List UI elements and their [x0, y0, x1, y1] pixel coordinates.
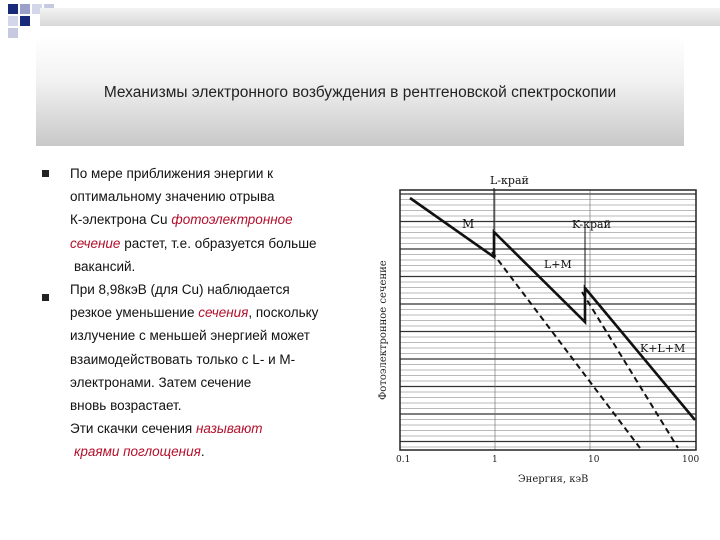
tick-label-1: 1	[492, 455, 498, 465]
highlight-term: называют	[195, 421, 263, 437]
text-plain: растет, т.е. образуется больше	[120, 235, 317, 251]
x-axis-label: Энергия, кэВ	[518, 474, 589, 485]
text-plain: .	[200, 444, 205, 460]
top-strip	[40, 8, 720, 26]
title-band	[36, 36, 684, 146]
dashed-curve-lm	[492, 252, 640, 448]
text-line-11: вновь возрастает.	[70, 397, 182, 413]
label-klm: K+L+M	[640, 342, 686, 355]
text-line-2: оптимальному значению отрыва	[70, 189, 275, 205]
slide-title: Механизмы электронного возбуждения в рентгеновской спектроскопии	[103, 84, 617, 101]
body-text	[70, 162, 380, 463]
text-line-12	[70, 417, 380, 440]
text-line-3	[70, 208, 380, 231]
text-plain: К-электрона Cu	[70, 212, 172, 228]
text-line-5: вакансий.	[74, 258, 136, 274]
bullet-2	[42, 294, 49, 301]
text-line-1: По мере приближения энергии к	[70, 166, 274, 181]
text-plain: резкое уменьшение	[70, 305, 199, 321]
highlight-term: краями поглощения	[74, 444, 201, 460]
label-l-edge: L-край	[490, 174, 529, 187]
text-line-9: взаимодействовать только с L- и M-	[70, 351, 296, 367]
tick-label-100: 100	[682, 455, 700, 465]
text-line-8: излучение с меньшей энергией может	[70, 328, 310, 344]
tick-label-0-1: 0.1	[396, 455, 411, 465]
absorption-edge-figure	[370, 170, 710, 500]
text-plain: Эти скачки сечения	[70, 421, 196, 437]
label-k-edge: K-край	[572, 218, 611, 231]
text-plain: , поскольку	[248, 305, 319, 321]
grid-lines	[400, 190, 696, 450]
highlight-term: сечения	[198, 305, 249, 321]
text-line-7	[70, 301, 380, 324]
bullet-1	[42, 170, 49, 177]
text-line-4	[70, 232, 380, 255]
figure-svg	[370, 170, 710, 500]
label-m: M	[462, 217, 475, 231]
text-line-10: электронами. Затем сечение	[70, 374, 252, 390]
highlight-term: фотоэлектронное	[171, 212, 293, 228]
tick-label-10: 10	[588, 455, 600, 465]
text-line-13	[70, 440, 380, 463]
y-axis-label: Фотоэлектронное сечение	[378, 260, 389, 400]
plot-frame	[400, 190, 696, 450]
highlight-term: сечение	[70, 235, 121, 251]
label-lm: L+M	[544, 258, 572, 271]
text-line-6: При 8,98кэВ (для Cu) наблюдается	[70, 281, 290, 297]
